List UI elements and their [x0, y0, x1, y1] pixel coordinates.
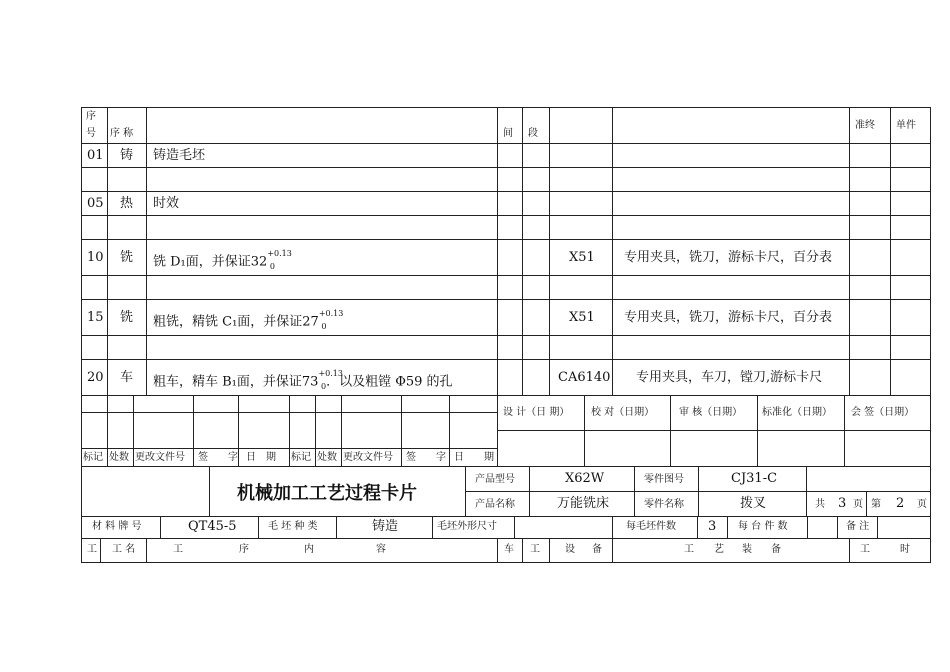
sign-standard: 标准化（日期）	[762, 407, 832, 418]
rule	[529, 466, 530, 516]
rule	[146, 107, 147, 395]
rule	[100, 538, 101, 562]
tolerance-lower: 0	[320, 381, 327, 391]
material-grade-label: 材 料 牌 号	[92, 521, 142, 532]
rule	[612, 107, 613, 395]
rule	[465, 466, 466, 516]
rule	[81, 335, 931, 336]
rule	[584, 395, 585, 466]
op-content: 时效	[153, 196, 180, 211]
footer-col: 工 名	[112, 544, 136, 555]
rule	[432, 516, 433, 538]
rule	[107, 395, 108, 466]
product-model-label: 产品型号	[475, 474, 515, 485]
footer-col: 备	[592, 544, 602, 555]
op-type: 车	[120, 370, 134, 385]
rule	[133, 395, 134, 466]
rule	[849, 538, 850, 562]
rule	[549, 107, 550, 395]
rule	[81, 167, 931, 168]
op-content-text: 粗铣，精铣 C₁面，并保证27	[153, 314, 319, 330]
op-type: 铸	[120, 148, 134, 163]
rule	[806, 466, 807, 516]
sign-check: 校 对（日期）	[591, 407, 655, 418]
rule	[449, 395, 450, 466]
rule	[837, 516, 838, 538]
header-seq-no-1: 序	[86, 111, 96, 122]
rule	[81, 191, 931, 192]
rule	[209, 466, 210, 516]
blank-type-label: 毛 坯 种 类	[268, 521, 318, 532]
rule	[81, 215, 931, 216]
sign-review: 审 核（日期）	[679, 407, 743, 418]
footer-col: 工	[684, 544, 694, 555]
rule	[81, 395, 931, 396]
footer-col: 时	[900, 544, 910, 555]
footer-col: 艺	[714, 544, 724, 555]
product-name: 万能铣床	[557, 496, 610, 511]
rule	[930, 107, 931, 563]
rev-doc2: 更改文件号	[343, 452, 393, 463]
op-no: 10	[87, 250, 104, 265]
rule	[81, 538, 931, 539]
rule	[81, 516, 931, 517]
op-content-text: 铣 D₁面，并保证32	[153, 254, 268, 270]
op-equipment: CA6140	[558, 370, 611, 385]
per-machine-label: 每 台 件 数	[738, 521, 788, 532]
rule	[844, 395, 845, 466]
rule	[81, 359, 931, 360]
rule	[849, 107, 850, 395]
part-no: CJ31-C	[731, 471, 778, 486]
footer-col: 工	[173, 544, 183, 555]
op-tooling: 专用夹具，车刀，镗刀,游标卡尺	[636, 370, 823, 385]
nth-label: 第	[871, 499, 881, 510]
rule	[807, 516, 808, 538]
rule	[497, 430, 931, 431]
rule	[336, 516, 337, 538]
op-tooling: 专用夹具，铣刀，游标卡尺，百分表	[624, 250, 833, 265]
footer-col: 工	[860, 544, 870, 555]
footer-col: 装	[742, 544, 752, 555]
op-content	[153, 371, 453, 394]
rev-sign: 签 字	[198, 452, 238, 463]
op-content	[153, 249, 292, 274]
op-equipment: X51	[569, 250, 595, 265]
footer-col: 工	[87, 544, 97, 555]
rule	[238, 395, 239, 466]
rule	[258, 516, 259, 538]
header-unit: 单件	[896, 120, 916, 131]
note-label: 备 注	[846, 521, 870, 532]
header-seq-no-2: 号	[86, 128, 96, 139]
sign-design: 设 计（日 期）	[503, 407, 570, 418]
rule	[522, 107, 523, 395]
part-name-label: 零件名称	[644, 499, 684, 510]
rev-count: 处数	[109, 452, 129, 463]
per-blank: 3	[708, 519, 717, 534]
rule	[341, 395, 342, 466]
current-page: 2	[896, 496, 905, 511]
footer-col: 设	[565, 544, 575, 555]
total-pages: 3	[838, 496, 847, 511]
rule	[401, 395, 402, 466]
rule	[727, 516, 728, 538]
rule	[612, 516, 613, 538]
rule	[107, 107, 108, 395]
op-no: 05	[87, 196, 104, 211]
page-label: 页	[853, 499, 863, 510]
rule	[146, 538, 147, 562]
op-tooling: 专用夹具，铣刀，游标卡尺，百分表	[624, 310, 833, 325]
rule	[81, 275, 931, 276]
rule	[81, 107, 931, 108]
rule	[634, 466, 635, 516]
tolerance-upper: +0.13	[318, 369, 343, 378]
op-no: 15	[87, 310, 104, 325]
card-title: 机械加工工艺过程卡片	[237, 483, 417, 504]
rule	[890, 107, 891, 395]
total-label: 共	[815, 499, 825, 510]
header-prep-final: 准终	[855, 120, 875, 131]
rule	[522, 538, 523, 562]
rule	[612, 538, 613, 562]
footer-col: 备	[771, 544, 781, 555]
sign-countersign: 会 签（日期）	[851, 407, 915, 418]
header-section: 段	[528, 128, 538, 139]
header-workshop: 间	[503, 128, 513, 139]
rule	[497, 107, 498, 466]
rule	[549, 538, 550, 562]
rule	[193, 395, 194, 466]
product-name-label: 产品名称	[475, 499, 515, 510]
op-content: 铸造毛坯	[153, 148, 206, 163]
rule	[81, 143, 931, 144]
rule	[866, 491, 867, 516]
blank-size-label: 毛坯外形尺寸	[437, 521, 497, 532]
rule	[315, 395, 316, 466]
footer-col: 内	[304, 544, 314, 555]
page-label-2: 页	[917, 499, 927, 510]
rule	[670, 395, 671, 466]
rev-sign2: 签 字	[406, 452, 446, 463]
op-content	[153, 309, 344, 334]
rule	[81, 107, 82, 563]
rule	[514, 516, 515, 538]
rule	[697, 516, 698, 538]
tolerance-lower: 0	[321, 321, 327, 331]
op-equipment: X51	[569, 310, 595, 325]
header-seq-name: 序 称	[110, 128, 134, 139]
rule	[81, 562, 931, 563]
rule	[81, 299, 931, 300]
op-content-text: 粗车，精车 B₁面，并保证73	[153, 374, 319, 390]
tolerance-upper: +0.13	[318, 309, 344, 318]
part-name: 拨叉	[740, 496, 767, 511]
blank-type: 铸造	[372, 519, 399, 534]
rule	[81, 239, 931, 240]
rule	[698, 466, 699, 516]
product-model: X62W	[565, 471, 605, 486]
per-blank-label: 每毛坯件数	[626, 521, 676, 532]
rule	[497, 538, 498, 562]
footer-col: 序	[239, 544, 249, 555]
op-type: 热	[120, 196, 134, 211]
footer-col: 车	[504, 544, 514, 555]
rev-count2: 处数	[317, 452, 337, 463]
tolerance-upper: +0.13	[267, 249, 292, 258]
rev-mark2: 标记	[291, 452, 311, 463]
op-type: 铣	[120, 250, 134, 265]
rule	[757, 395, 758, 466]
material-grade: QT45-5	[188, 519, 237, 534]
op-type: 铣	[120, 310, 134, 325]
rev-date2: 日 期	[454, 452, 494, 463]
footer-col: 容	[376, 544, 386, 555]
op-no: 01	[87, 148, 104, 163]
rev-doc: 更改文件号	[135, 452, 185, 463]
rule	[289, 395, 290, 466]
tolerance-lower: 0	[269, 261, 275, 271]
footer-col: 工	[530, 544, 540, 555]
rule	[877, 516, 878, 538]
op-no: 20	[87, 370, 104, 385]
rev-mark: 标记	[83, 452, 103, 463]
part-no-label: 零件图号	[644, 474, 684, 485]
op-content-suffix: ．以及粗镗 Φ59 的孔	[326, 374, 453, 390]
rev-date: 日 期	[246, 452, 276, 463]
rule	[160, 516, 161, 538]
